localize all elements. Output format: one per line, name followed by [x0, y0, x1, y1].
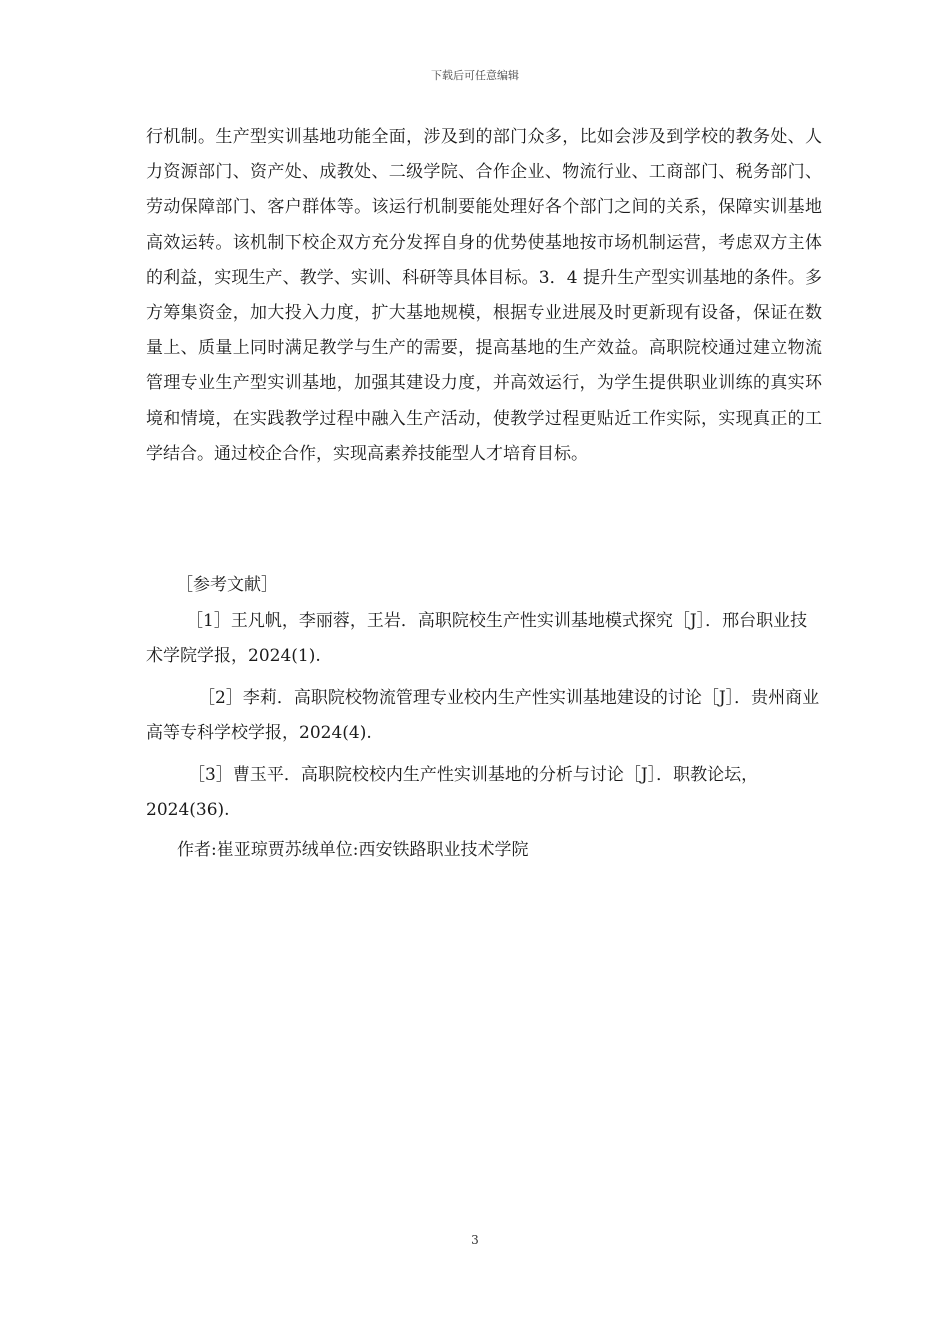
reference-text: ［1］王凡帆，李丽蓉，王岩．高职院校生产性实训基地模式探究［J］．邢台职业技术学院学报，2024(1). — [146, 611, 808, 667]
reference-item-3 — [146, 758, 822, 828]
page-header-note: 下载后可任意编辑 — [431, 69, 519, 82]
author-text: 作者:崔亚琼贾苏绒单位:西安铁路职业技术学院 — [177, 840, 529, 860]
references-heading: ［参考文献］ — [176, 575, 278, 595]
page-number: 3 — [471, 1233, 479, 1247]
reference-text: ［3］曹玉平．高职院校校内生产性实训基地的分析与讨论［J］．职教论坛，2024(36). — [146, 765, 759, 821]
author-line — [146, 833, 822, 868]
reference-item-2 — [146, 681, 822, 751]
body-paragraph: 行机制。生产型实训基地功能全面，涉及到的部门众多，比如会涉及到学校的教务处、人力资源部门、资产处、成教处、二级学院、合作企业、物流行业、工商部门、税务部门、劳动保障部门、客户群体等。该运行机制要能处理好各个部门之间的关系，保障实训基地高效运转。该机制下校企双方充分发挥自身的优势使基地按市场机制运营，考虑双方主体的利益，实现生产、教学、实训、科研等具体目标。3．4 提升生产型实训基地的条件。多方筹集资金，加大投入力度，扩大基地规模，根据专业进展及时更新现有设备，保证在数量上、质量上同时满足教学与生产的需要，提高基地的生产效益。高职院校通过建立物流管理专业生产型实训基地，加强其建设力度，并高效运行，为学生提供职业训练的真实环境和情境，在实践教学过程中融入生产活动，使教学过程更贴近工作实际，实现真正的工学结合。通过校企合作，实现高素养技能型人才培育目标。 — [146, 127, 822, 464]
reference-text: ［2］李莉．高职院校物流管理专业校内生产性实训基地建设的讨论［J］．贵州商业高等专科学校学报，2024(4). — [146, 688, 820, 744]
reference-item-1 — [146, 604, 822, 674]
